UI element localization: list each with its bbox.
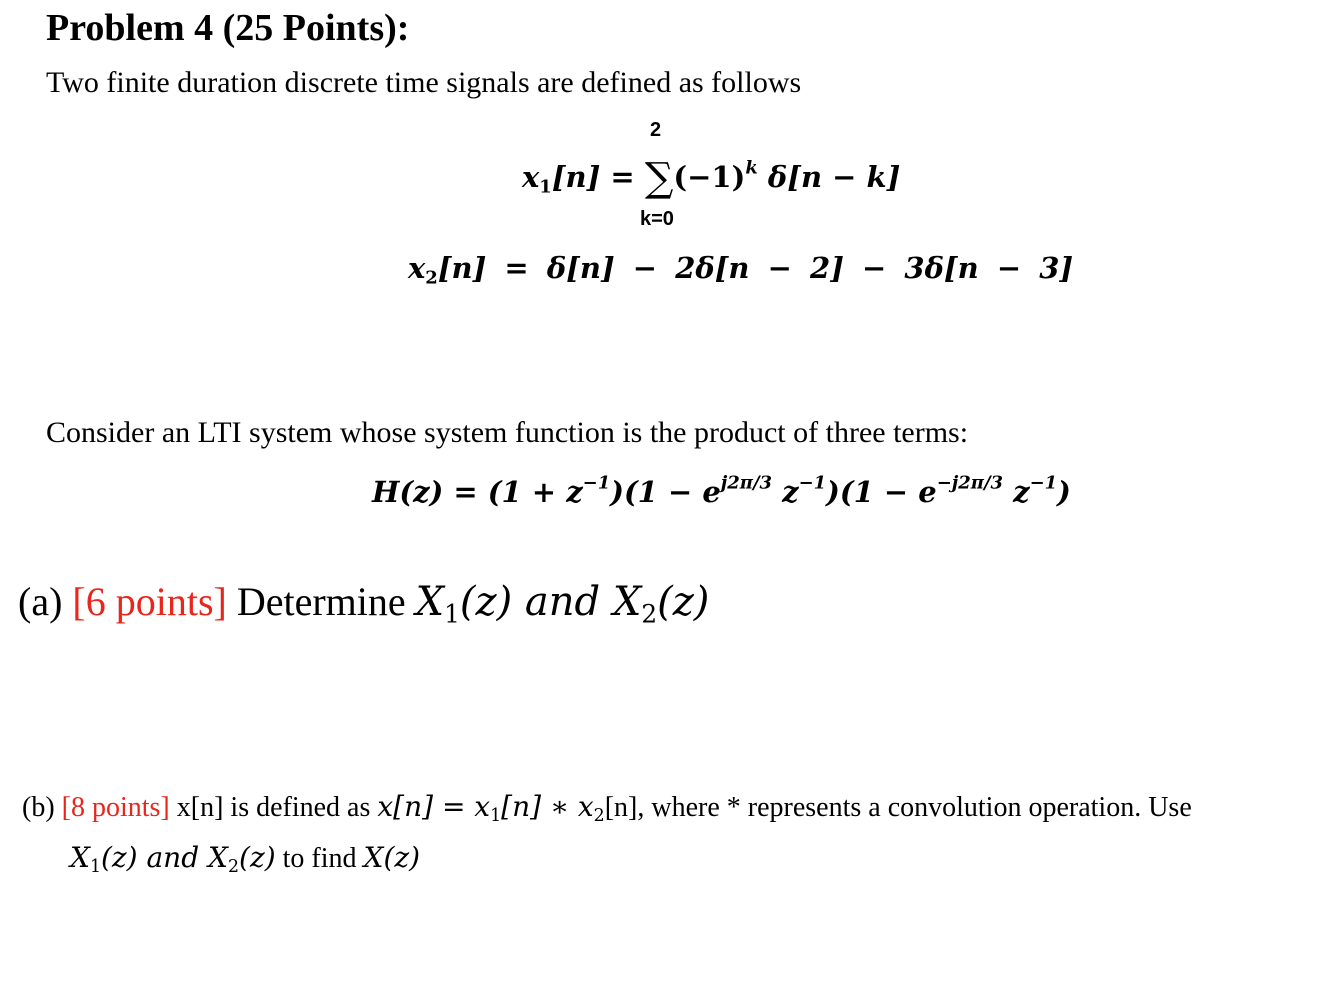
eq1-term-sup: k — [745, 157, 758, 179]
eq1-term: (−1) — [673, 160, 746, 194]
eq3-mid3: )(1 − e — [826, 475, 937, 509]
part-a-x1: X — [415, 579, 445, 625]
equation-x1 — [522, 155, 900, 201]
eq3-sup3: −1 — [798, 472, 827, 494]
part-a-label: (a) — [18, 579, 73, 624]
equation-hz — [372, 472, 1071, 509]
part-b-conv: [n] ∗ x — [501, 790, 594, 823]
sum-upper-limit: 2 — [650, 119, 662, 141]
part-a-x2-sub: 2 — [641, 599, 658, 629]
lti-text: Consider an LTI system whose system function is the product of three terms: — [46, 416, 969, 449]
eq3-sup2: j2π/3 — [720, 472, 773, 494]
part-b-line2-arg: (z) — [239, 841, 276, 874]
part-b-line2-x: X(z) — [363, 841, 421, 874]
eq1-lhs-sub: 1 — [539, 176, 552, 198]
sum-symbol: ∑ — [644, 155, 674, 201]
part-b-sub2: 2 — [593, 806, 605, 827]
sum-lower-limit: k=0 — [640, 208, 674, 230]
eq3-lhs: H(z) = (1 + z — [372, 475, 583, 509]
part-b-xn: x[n] — [377, 790, 434, 823]
eq3-sup4: −j2π/3 — [936, 472, 1004, 494]
part-b-line2-text: to find — [275, 843, 364, 874]
eq1-lhs: x — [522, 160, 540, 194]
part-b-sub1: 1 — [490, 806, 502, 827]
part-b-points: [8 points] — [61, 792, 170, 823]
eq2-rhs: [n] = δ[n] − 2δ[n − 2] − 3δ[n − 3] — [437, 251, 1074, 285]
eq3-mid4: z — [1003, 475, 1030, 509]
part-b-line2-x1: X — [70, 841, 90, 874]
part-b-label: (b) — [22, 792, 62, 823]
eq3-mid2: z — [772, 475, 799, 509]
equation-x2 — [408, 251, 1074, 289]
part-a-x1-arg: (z) and X — [459, 579, 642, 625]
eq1-term-rest: δ[n − k] — [757, 160, 901, 194]
eq3-mid1: )(1 − e — [610, 475, 721, 509]
part-b-line2-sub2: 2 — [227, 857, 240, 878]
part-a-x2-arg: (z) — [657, 579, 710, 625]
part-a-text: Determine — [226, 579, 416, 624]
part-b-line2-sub1: 1 — [89, 857, 101, 878]
part-b-text: x[n] is defined as — [169, 792, 378, 823]
part-b — [22, 790, 1192, 827]
part-b-line2-and: (z) and X — [100, 841, 228, 874]
eq2-lhs-sub: 2 — [425, 267, 438, 289]
part-b-rest: [n], where * represents a convolution operation. Use — [604, 792, 1192, 823]
part-a-points: [6 points] — [72, 579, 227, 624]
part-a-x1-sub: 1 — [444, 599, 460, 629]
eq3-end: ) — [1057, 475, 1071, 509]
eq3-sup1: −1 — [582, 472, 611, 494]
intro-text: Two finite duration discrete time signals are defined as follows — [46, 66, 802, 99]
part-a — [18, 578, 710, 629]
problem-title: Problem 4 (25 Points): — [46, 7, 410, 49]
eq3-sup5: −1 — [1029, 472, 1058, 494]
eq1-lhs-arg: [n] = — [551, 160, 635, 194]
part-b-line2 — [70, 841, 421, 878]
part-b-eq: = x — [433, 790, 491, 823]
eq2-lhs: x — [408, 251, 426, 285]
